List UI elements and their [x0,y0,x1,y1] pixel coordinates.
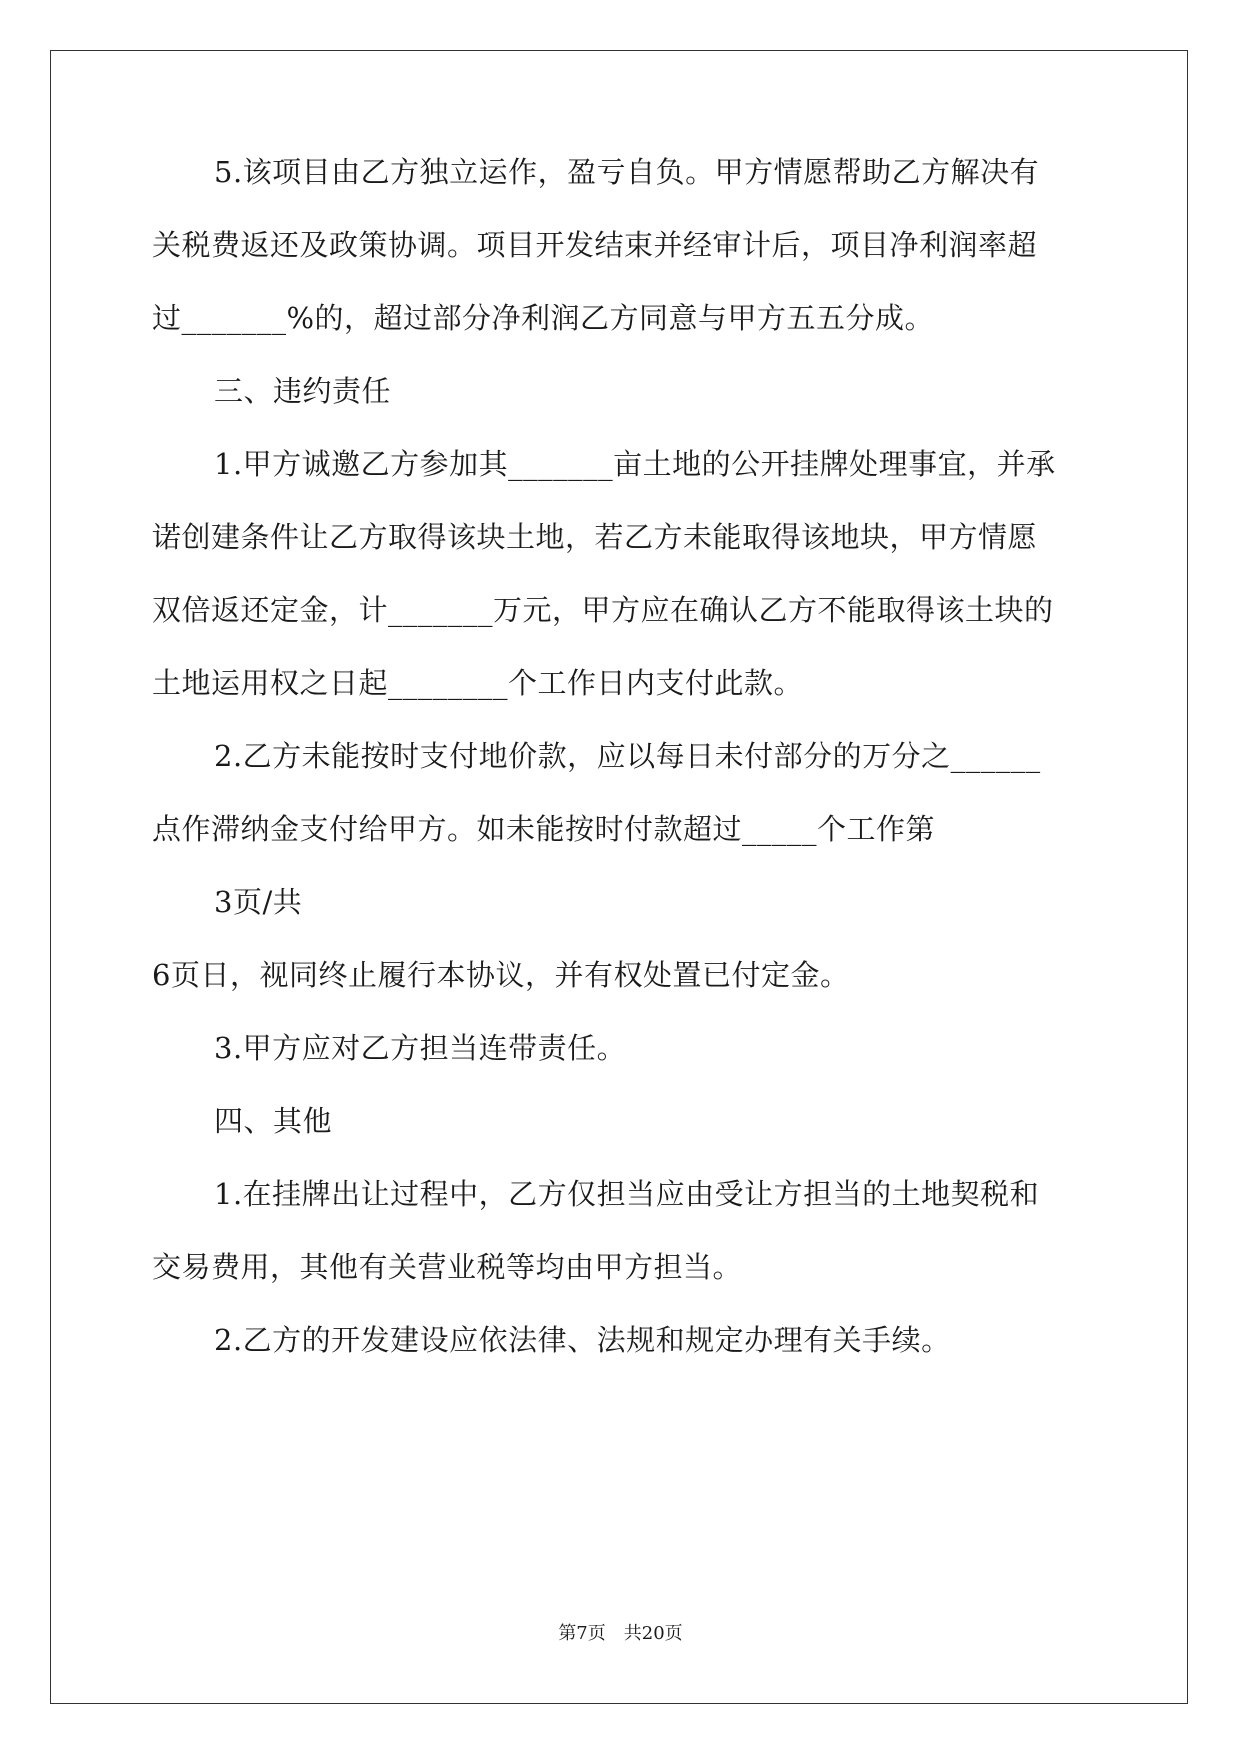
text-line: 5.该项目由乙方独立运作，盈亏自负。甲方情愿帮助乙方解决有 [214,155,1040,189]
text-line: 6页日，视同终止履行本协议，并有权处置已付定金。 [152,958,850,992]
text-line: 2.乙方未能按时支付地价款，应以每日未付部分的万分之______ [214,739,1041,773]
text-line: 点作滞纳金支付给甲方。如未能按时付款超过_____个工作第 [152,812,936,846]
page-footer: 第7页 共20页 [558,1623,683,1644]
text-line: 2.乙方的开发建设应依法律、法规和规定办理有关手续。 [214,1323,951,1357]
text-line: 3.甲方应对乙方担当连带责任。 [214,1031,627,1065]
text-line: 3页/共 [214,885,303,919]
text-line: 1.甲方诚邀乙方参加其_______亩土地的公开挂牌处理事宜，并承 [214,447,1056,481]
text-line: 1.在挂牌出让过程中，乙方仅担当应由受让方担当的土地契税和 [214,1177,1040,1211]
text-line: 诺创建条件让乙方取得该块土地，若乙方未能取得该地块，甲方情愿 [152,520,1038,554]
text-line: 关税费返还及政策协调。项目开发结束并经审计后，项目净利润率超 [152,228,1038,262]
text-line: 土地运用权之日起________个工作日内支付此款。 [152,666,804,700]
text-line: 过_______%的，超过部分净利润乙方同意与甲方五五分成。 [152,301,935,335]
section-heading: 三、违约责任 [214,374,392,408]
text-line: 双倍返还定金，计_______万元，甲方应在确认乙方不能取得该土块的 [152,593,1054,627]
text-line: 交易费用，其他有关营业税等均由甲方担当。 [152,1250,743,1284]
section-heading: 四、其他 [214,1104,333,1138]
